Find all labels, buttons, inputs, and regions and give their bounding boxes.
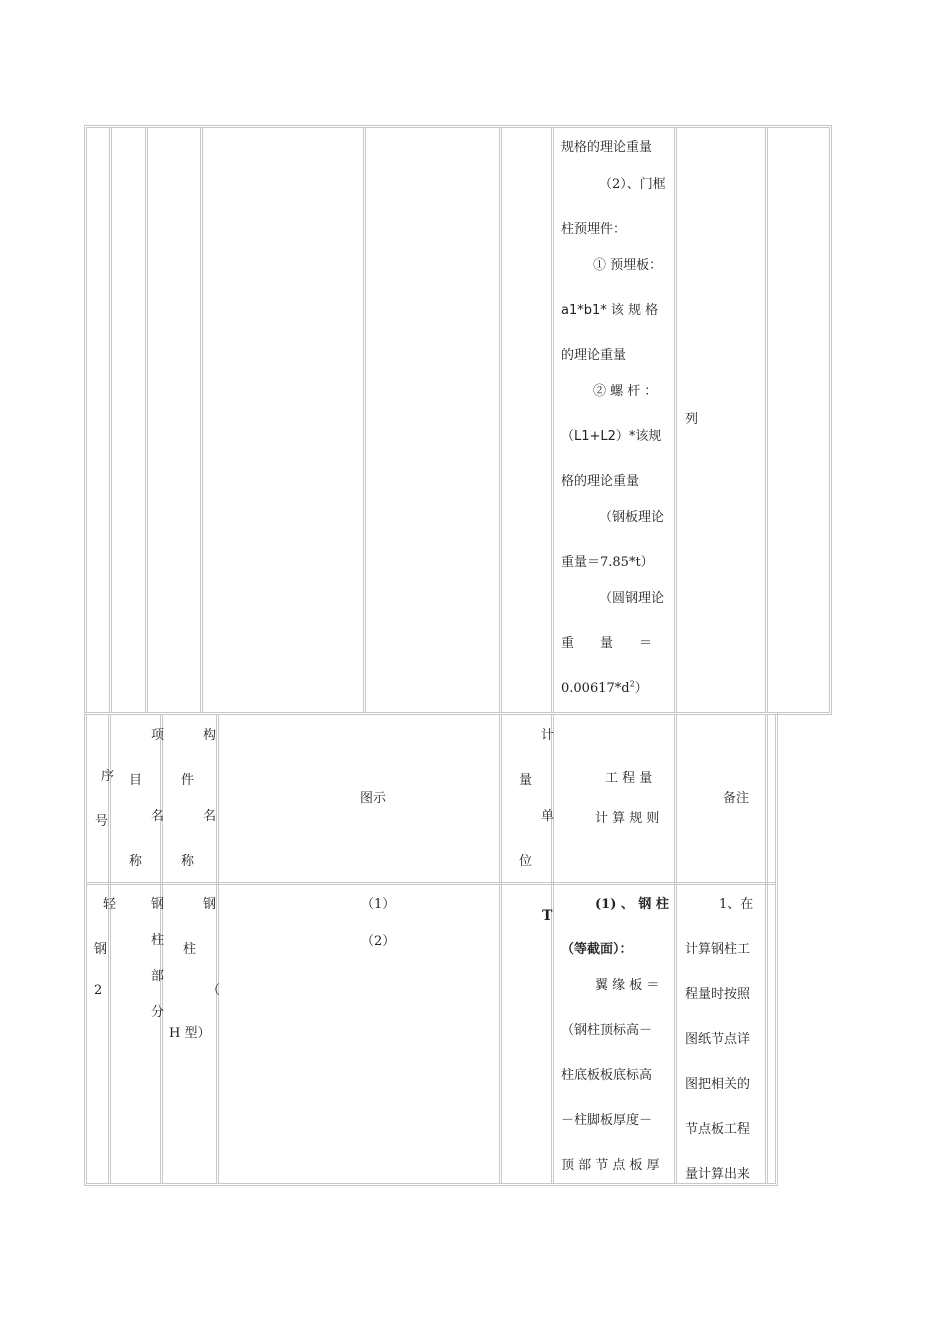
rule-line: 格的理论重量 bbox=[561, 474, 640, 489]
continuation-table bbox=[84, 125, 832, 715]
rule-line-formula: $0.00617*d^2$） bbox=[561, 679, 648, 696]
remark-continued: 列 bbox=[685, 412, 699, 427]
rule-line: 的理论重量 bbox=[561, 348, 627, 363]
header-figure: 图示 bbox=[360, 791, 387, 806]
rule-cell-continued bbox=[559, 128, 671, 713]
rule-line: （2）、门框 bbox=[599, 177, 666, 192]
quantity-rules-table: 序 号 项 目 名 称 构 件 名 称 图示 计 量 单 位 工 程 量 计 算 规 则 备注 轻 钢 2 钢 柱 部 分 钢 柱 （ H 型） （1） （2） T (1) 、 钢 柱 （等截面）： 翼 缘 板 ＝ （钢柱顶标高－ 柱底板板底标高 －柱脚板厚度－ 顶 部 节 点 板 厚 1、在 计算钢柱工 程量时按照 图纸节点详 图把相关的 节点板工程 量计算出来 bbox=[84, 712, 778, 1186]
rule-line: （圆钢理论 bbox=[599, 591, 665, 606]
rule-line: 重 量 ＝ bbox=[561, 636, 653, 651]
rule-line: a1*b1* 该 规 格 bbox=[561, 303, 659, 318]
header-remark: 备注 bbox=[723, 791, 750, 806]
rule-line: （钢板理论 bbox=[599, 510, 665, 525]
rule-line: 重量＝7.85*t） bbox=[561, 555, 654, 570]
rule-line: ② 螺 杆 ： bbox=[593, 384, 658, 399]
rule-line: 规格的理论重量 bbox=[561, 140, 653, 155]
row-unit: T bbox=[542, 908, 553, 924]
rule-line: （L1+L2）*该规 bbox=[561, 429, 662, 444]
rule-line: 柱预埋件： bbox=[561, 222, 627, 237]
rule-line: ① 预埋板： bbox=[593, 258, 663, 273]
